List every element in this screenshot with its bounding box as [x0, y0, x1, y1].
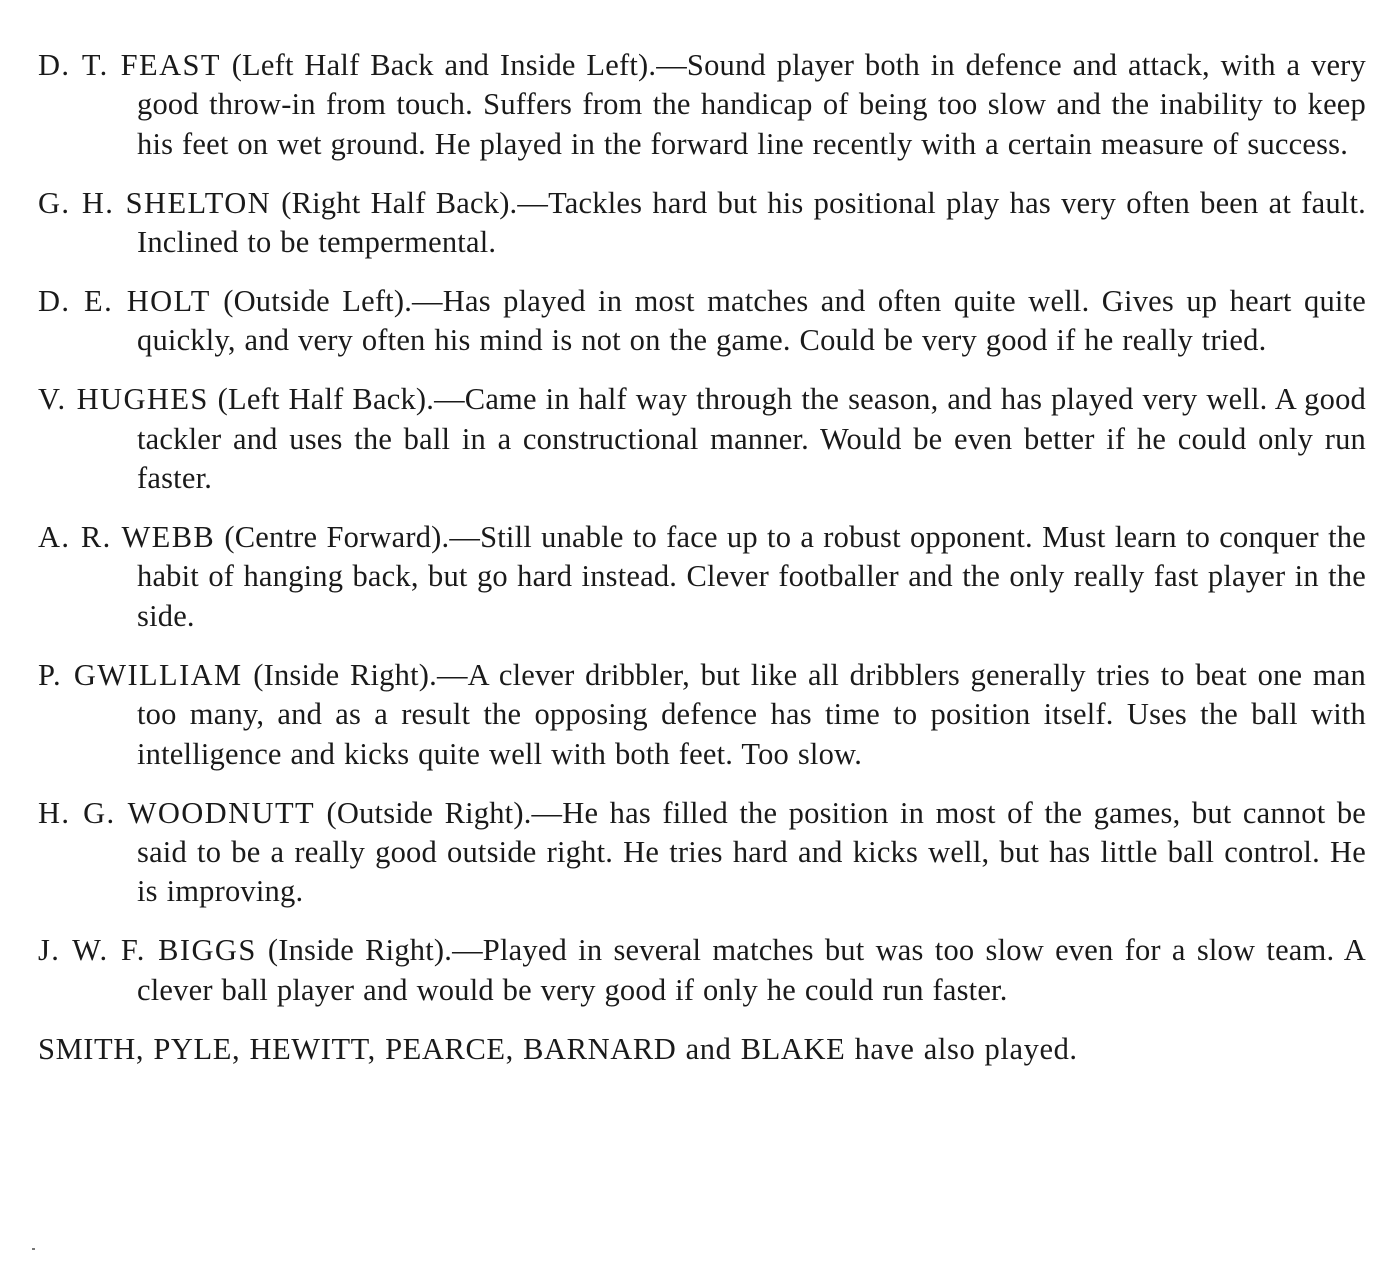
- player-description: —A clever dribbler, but like all dribblers generally tries to beat one man too many, and as a result the opposing defence has time to position itself. Uses the ball with intelligence and kicks quite well with both feet. Too slow.: [137, 657, 1366, 771]
- player-name: P. GWILLIAM: [38, 657, 243, 692]
- player-entry-feast: [38, 46, 1366, 164]
- player-name: G. H. SHELTON: [38, 185, 272, 220]
- player-position: (Outside Left).: [223, 284, 413, 319]
- player-entry-shelton: [38, 184, 1366, 263]
- player-position: (Right Half Back).: [281, 185, 518, 220]
- player-name: D. E. HOLT: [38, 284, 211, 319]
- player-reports-page: [38, 46, 1366, 1069]
- player-entry-gwilliam: [38, 656, 1366, 774]
- player-entry-holt: [38, 282, 1366, 361]
- player-name: A. R. WEBB: [38, 520, 216, 555]
- player-position: (Left Half Back and Inside Left).: [231, 48, 657, 82]
- player-description: —Tackles hard but his positional play has very often been at fault. Inclined to be tempermental.: [137, 185, 1366, 260]
- player-entry-hughes: [38, 380, 1366, 498]
- player-name: D. T. FEAST: [38, 48, 221, 82]
- player-name: J. W. F. BIGGS: [38, 933, 257, 968]
- player-position: (Centre Forward).: [224, 520, 450, 555]
- player-name: V. HUGHES: [38, 382, 209, 417]
- player-position: (Outside Right).: [326, 795, 532, 830]
- player-position: (Left Half Back).: [217, 382, 435, 417]
- print-speck: [32, 1248, 35, 1250]
- player-description: —Has played in most matches and often quite well. Gives up heart quite quickly, and very often his mind is not on the game. Could be very good if he really tried.: [137, 284, 1366, 358]
- player-entry-webb: [38, 518, 1366, 636]
- player-name: H. G. WOODNUTT: [38, 795, 316, 830]
- player-position: (Inside Right).: [253, 657, 437, 692]
- player-entry-woodnutt: [38, 794, 1366, 912]
- also-played-note: SMITH, PYLE, HEWITT, PEARCE, BARNARD and BLAKE have also played.: [38, 1031, 1078, 1066]
- player-description: —Played in several matches but was too slow even for a slow team. A clever ball player and would be very good if only he could run faster.: [137, 933, 1366, 1007]
- player-entry-biggs: [38, 931, 1366, 1010]
- player-description: —Came in half way through the season, and has played very well. A good tackler and uses the ball in a constructional manner. Would be even better if he could only run faster.: [137, 382, 1366, 496]
- player-description: —Still unable to face up to a robust opponent. Must learn to conquer the habit of hanging back, but go hard instead. Clever footballer and the only really fast player in the side.: [137, 520, 1366, 633]
- player-position: (Inside Right).: [267, 933, 453, 968]
- player-description: —Sound player both in defence and attack, with a very good throw-in from touch. Suffers from the handicap of being too slow and the inability to keep his feet on wet ground. He played in the forward line recently with a certain measure of success.: [137, 48, 1366, 161]
- player-description: —He has filled the position in most of the games, but cannot be said to be a really good outside right. He tries hard and kicks well, but has little ball control. He is improving.: [137, 795, 1367, 909]
